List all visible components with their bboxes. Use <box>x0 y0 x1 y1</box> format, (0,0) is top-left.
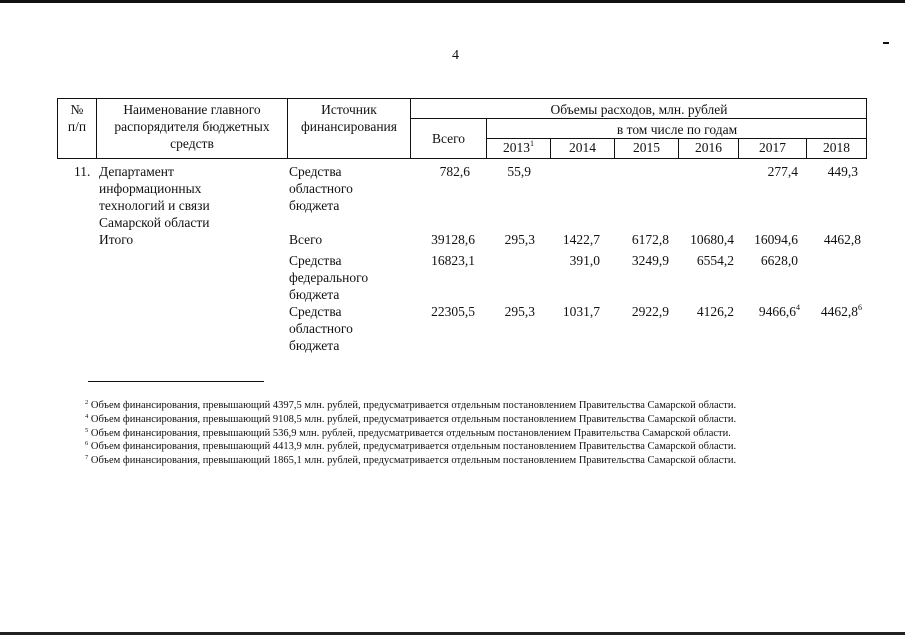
cell-2016: 4126,2 <box>696 304 734 319</box>
cell-2013: 55,9 <box>507 164 531 179</box>
row-source: Средства <box>289 304 342 319</box>
header-year: 2017 <box>759 140 786 155</box>
header-year: 2013$^1$ <box>503 139 534 155</box>
cell-total: 22305,5 <box>431 304 475 319</box>
footnote-separator <box>88 381 264 382</box>
table-row-divider <box>410 118 867 119</box>
row-name: информационных <box>99 181 202 196</box>
cell-2014: 1422,7 <box>562 232 600 247</box>
header-year: 2018 <box>823 140 850 155</box>
row-source: Средства <box>289 164 342 179</box>
cell-total: 782,6 <box>439 164 470 179</box>
page-number: 4 <box>452 48 459 63</box>
header-year: 2016 <box>695 140 722 155</box>
header-total: Всего <box>431 131 466 146</box>
cell-2018: 449,3 <box>827 164 858 179</box>
header-source: финансирования <box>301 119 397 134</box>
row-source: бюджета <box>289 338 340 353</box>
row-itogo-label: Итого <box>99 232 134 247</box>
row-source: Средства <box>289 253 342 268</box>
cell-2018: 4462,8$^6$ <box>820 303 862 319</box>
cell-2017: 277,4 <box>767 164 798 179</box>
cell-2013: 295,3 <box>504 232 535 247</box>
header-year: 2015 <box>633 140 660 155</box>
footnote: $^4$ Объем финансирования, превышающий 9108,5 млн. рублей, предусматривается отдельным постановлением Правительства Самарской области. <box>85 413 737 425</box>
cell-2015: 3249,9 <box>631 253 669 268</box>
row-name: Самарской области <box>99 215 210 230</box>
header-num: № <box>70 102 84 117</box>
cell-2017: 9466,6$^4$ <box>758 303 800 319</box>
cell-2015: 2922,9 <box>631 304 669 319</box>
footnote: $^7$ Объем финансирования, превышающий 1865,1 млн. рублей, предусматривается отдельным постановлением Правительства Самарской области. <box>85 454 737 466</box>
cell-2013: 295,3 <box>504 304 535 319</box>
row-source: федерального <box>289 270 369 285</box>
header-year: 2014 <box>569 140 596 155</box>
header-source: Источник <box>321 102 377 117</box>
cell-2017: 16094,6 <box>754 232 798 247</box>
cell-2016: 6554,2 <box>696 253 734 268</box>
row-source: бюджета <box>289 198 340 213</box>
cell-2015: 6172,8 <box>631 232 669 247</box>
cell-2017: 6628,0 <box>760 253 798 268</box>
cell-2016: 10680,4 <box>690 232 734 247</box>
row-source: областного <box>289 181 353 196</box>
header-name: распорядителя бюджетных <box>114 119 270 134</box>
scan-top-border <box>0 0 905 3</box>
scan-bottom-border <box>0 632 905 635</box>
table-header-bottom <box>57 158 867 159</box>
row-number: 11. <box>74 164 91 179</box>
header-volumes: Объемы расходов, млн. рублей <box>550 102 728 117</box>
cell-2014: 391,0 <box>569 253 600 268</box>
row-source: бюджета <box>289 287 340 302</box>
cell-2018: 4462,8 <box>823 232 861 247</box>
header-by-years: в том числе по годам <box>616 122 738 137</box>
cell-2014: 1031,7 <box>562 304 600 319</box>
table-border-top <box>57 98 867 99</box>
footnote: $^6$ Объем финансирования, превышающий 4413,9 млн. рублей, предусматривается отдельным постановлением Правительства Самарской области. <box>85 440 737 452</box>
footnote: $^2$ Объем финансирования, превышающий 4397,5 млн. рублей, предусматривается отдельным постановлением Правительства Самарской области. <box>85 399 737 411</box>
footnote: $^5$ Объем финансирования, превышающий 536,9 млн. рублей, предусматривается отдельным постановлением Правительства Самарской области. <box>85 427 731 439</box>
cell-total: 16823,1 <box>431 253 475 268</box>
row-name: Департамент <box>99 164 174 179</box>
header-name: средств <box>170 136 214 151</box>
row-source: Всего <box>289 232 323 247</box>
header-name: Наименование главного <box>123 102 261 117</box>
header-num: п/п <box>67 119 87 134</box>
cell-total: 39128,6 <box>431 232 475 247</box>
scan-mark <box>883 42 889 44</box>
row-source: областного <box>289 321 353 336</box>
row-name: технологий и связи <box>99 198 210 213</box>
